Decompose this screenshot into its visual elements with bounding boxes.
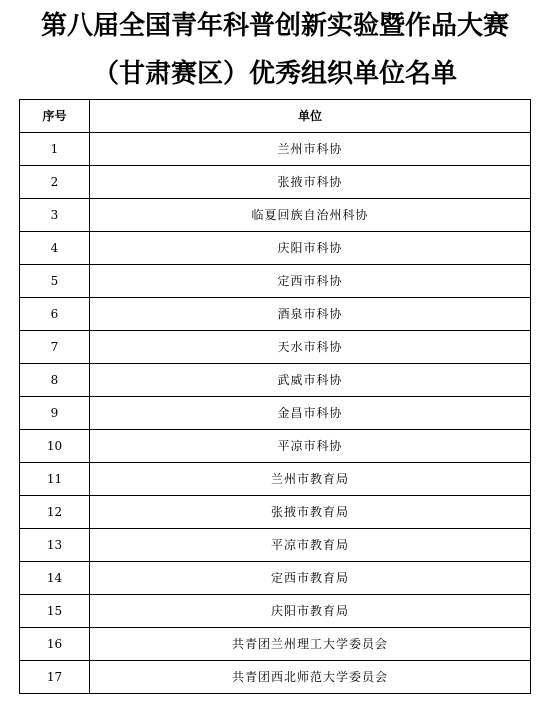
table-row: [20, 232, 531, 265]
organizer-table: [19, 99, 531, 694]
table-row: [20, 298, 531, 331]
row-no: 11: [20, 463, 90, 496]
row-no: 7: [20, 331, 90, 364]
row-no: 8: [20, 364, 90, 397]
table-row: [20, 166, 531, 199]
row-unit: 张掖市教育局: [90, 496, 531, 529]
table-body: [20, 133, 531, 694]
row-no: 5: [20, 265, 90, 298]
row-unit: 金昌市科协: [90, 397, 531, 430]
document-subtitle: （甘肃赛区）优秀组织单位名单: [92, 59, 457, 89]
header-no: 序号: [20, 100, 90, 133]
table-row: [20, 496, 531, 529]
row-no: 1: [20, 133, 90, 166]
row-no: 14: [20, 562, 90, 595]
row-unit: 酒泉市科协: [90, 298, 531, 331]
row-no: 4: [20, 232, 90, 265]
row-no: 10: [20, 430, 90, 463]
row-unit: 天水市科协: [90, 331, 531, 364]
table-row: [20, 199, 531, 232]
row-no: 13: [20, 529, 90, 562]
row-unit: 临夏回族自治州科协: [90, 199, 531, 232]
table-row: [20, 430, 531, 463]
row-no: 16: [20, 628, 90, 661]
row-no: 9: [20, 397, 90, 430]
row-no: 2: [20, 166, 90, 199]
row-unit: 庆阳市教育局: [90, 595, 531, 628]
row-unit: 平凉市教育局: [90, 529, 531, 562]
table-row: [20, 397, 531, 430]
row-no: 17: [20, 661, 90, 694]
table-row: [20, 661, 531, 694]
row-no: 3: [20, 199, 90, 232]
table-row: [20, 595, 531, 628]
table-row: [20, 529, 531, 562]
row-unit: 共青团西北师范大学委员会: [90, 661, 531, 694]
row-unit: 共青团兰州理工大学委员会: [90, 628, 531, 661]
row-unit: 兰州市教育局: [90, 463, 531, 496]
table-row: [20, 133, 531, 166]
row-no: 15: [20, 595, 90, 628]
table-row: [20, 331, 531, 364]
header-unit: 单位: [90, 100, 531, 133]
row-unit: 兰州市科协: [90, 133, 531, 166]
row-no: 6: [20, 298, 90, 331]
table-row: [20, 364, 531, 397]
table-row: [20, 265, 531, 298]
row-no: 12: [20, 496, 90, 529]
row-unit: 定西市教育局: [90, 562, 531, 595]
row-unit: 武威市科协: [90, 364, 531, 397]
row-unit: 庆阳市科协: [90, 232, 531, 265]
table-row: [20, 562, 531, 595]
table-row: [20, 628, 531, 661]
row-unit: 平凉市科协: [90, 430, 531, 463]
row-unit: 张掖市科协: [90, 166, 531, 199]
row-unit: 定西市科协: [90, 265, 531, 298]
table-header-row: [20, 100, 531, 133]
document-title: 第八届全国青年科普创新实验暨作品大赛: [40, 11, 509, 41]
table-row: [20, 463, 531, 496]
